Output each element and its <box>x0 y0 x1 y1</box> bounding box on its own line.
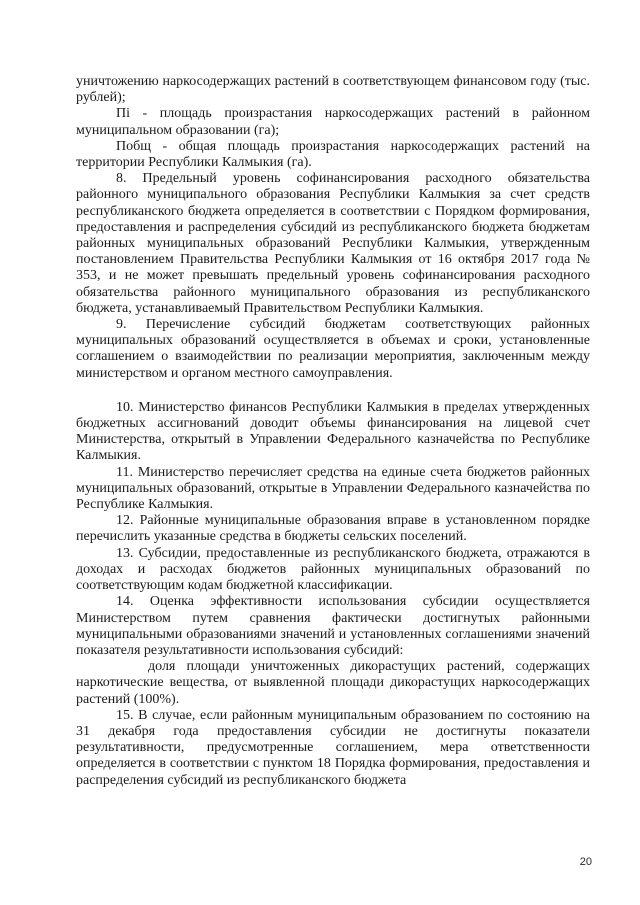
document-body <box>76 74 590 789</box>
paragraph-continuation: уничтожению наркосодержащих растений в соответствующем финансовом году (тыс. рублей); <box>76 74 590 106</box>
page-number: 20 <box>579 856 592 868</box>
paragraph-pi-definition: Пi - площадь произрастания наркосодержащих растений в районном муниципальном образовании (га); <box>76 106 590 138</box>
paragraph-14-indicator: доля площади уничтоженных дикорастущих растений, содержащих наркотические вещества, от выявленной площади дикорастущих наркосодержащих растений (100%). <box>76 659 590 707</box>
paragraph-pobshch-definition: Побщ - общая площадь произрастания наркосодержащих растений на территории Республики Калмыкия (га). <box>76 138 590 171</box>
paragraph-9: 9. Перечисление субсидий бюджетам соответствующих районных муниципальных образований осуществляется в объемах и сроки, установленные соглашением о взаимодействии по реализации мероприятия, заключенным между министерством и органом местного самоуправления. <box>76 317 590 381</box>
paragraph-8: 8. Предельный уровень софинансирования расходного обязательства районного муниципального образования Республики Калмыкия за счет средств республиканского бюджета определяется в соответствии с Порядком формирования, предоставления и распределения субсидий из республиканского бюджета бюджетам районных муниципальных образований Республики Калмыкия, утвержденным постановлением Правительства Республики Калмыкия от 16 октября 2017 года № 353, и не может превышать предельный уровень софинансирования расходного обязательства районного муниципального образования из республиканского бюджета, устанавливаемый Правительством Республики Калмыкия. <box>76 171 590 316</box>
paragraph-12: 12. Районные муниципальные образования вправе в установленном порядке перечислить указанные средства в бюджеты сельских поселений. <box>76 513 590 545</box>
paragraph-11: 11. Министерство перечисляет средства на единые счета бюджетов районных муниципальных образований, открытые в Управлении Федерального казначейства по Республике Калмыкия. <box>76 464 590 513</box>
paragraph-10: 10. Министерство финансов Республики Калмыкия в пределах утвержденных бюджетных ассигнований доводит объемы финансирования на лицевой счет Министерства, открытый в Управлении Федерального казначейства по Республике Калмыкия. <box>76 399 590 464</box>
paragraph-13: 13. Субсидии, предоставленные из республиканского бюджета, отражаются в доходах и расходах бюджетов районных муниципальных образований по соответствующим кодам бюджетной классификации. <box>76 545 590 594</box>
paragraph-15: 15. В случае, если районным муниципальным образованием по состоянию на 31 декабря года предоставления субсидии не достигнуты показатели результативности, предусмотренные соглашением, мера ответственности определяется в соответствии с пунктом 18 Порядка формирования, предоставления и распределения субсидий из республиканского бюджета <box>76 707 590 788</box>
paragraph-14: 14. Оценка эффективности использования субсидии осуществляется Министерством путем сравнения фактически достигнутых районными муниципальными образованиями значений и установленных соглашениями значений показателя результативности использования субсидий: <box>76 594 590 658</box>
paragraph-gap <box>76 382 590 400</box>
